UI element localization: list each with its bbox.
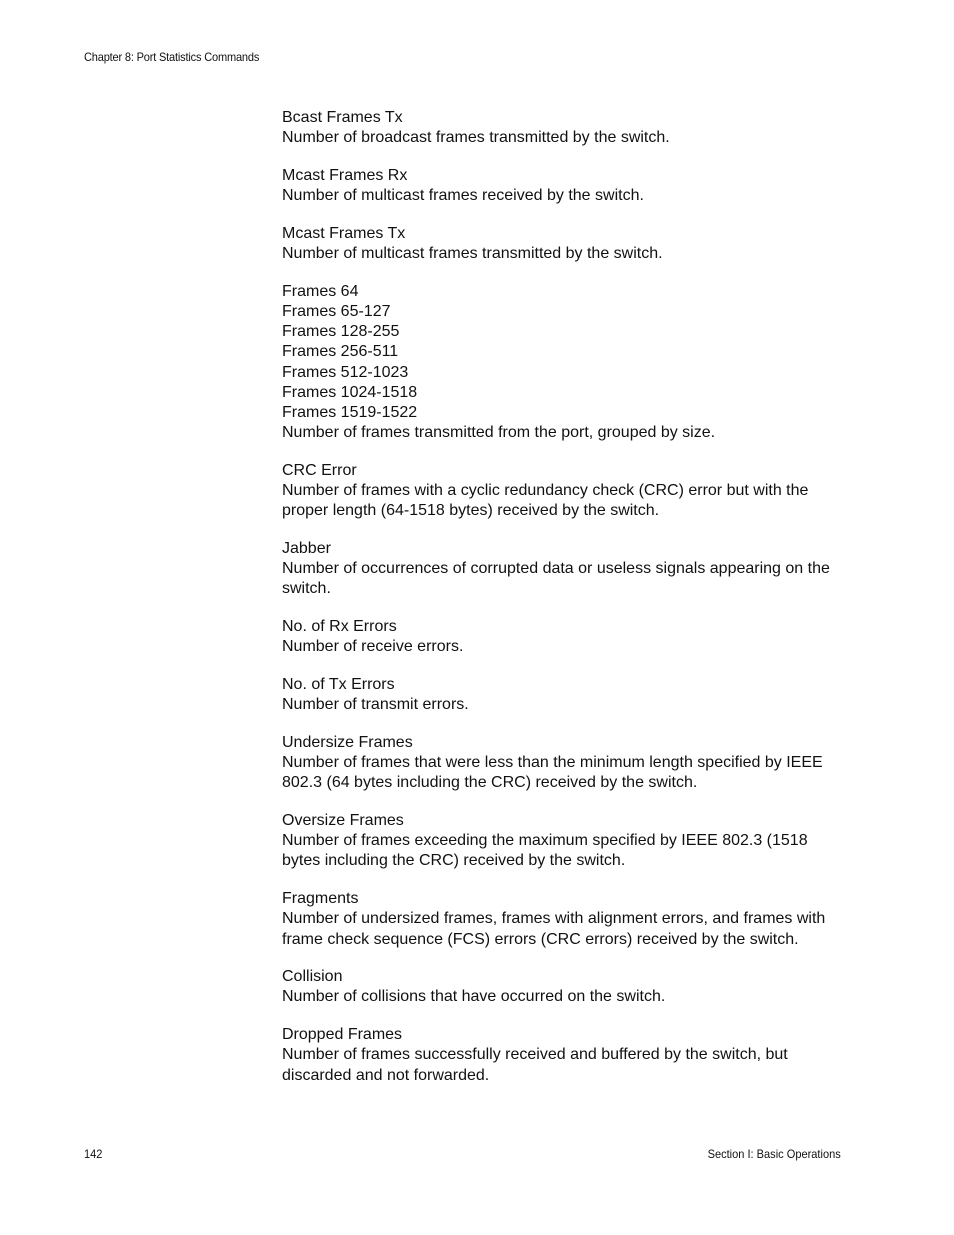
- term-description: Number of receive errors.: [282, 638, 464, 656]
- term-description: Number of frames successfully received and buffered by the switch, but discarded and not forwarded.: [282, 1046, 788, 1084]
- term-description: Number of undersized frames, frames with alignment errors, and frames with frame check sequence (FCS) errors (CRC errors) received by the switch.: [282, 910, 826, 948]
- term-label: Collision: [282, 968, 343, 986]
- term-description: Number of frames with a cyclic redundancy check (CRC) error but with the proper length (64-1518 bytes) received by the switch.: [282, 482, 809, 520]
- term-label: Frames 512-1023: [282, 363, 409, 381]
- definition-entry: [282, 282, 848, 444]
- definition-entry: [282, 166, 848, 206]
- term-description: Number of multicast frames received by the switch.: [282, 187, 644, 205]
- section-title: Section I: Basic Operations: [707, 1147, 841, 1161]
- term-label: Dropped Frames: [282, 1026, 403, 1044]
- definition-entry: [282, 967, 848, 1007]
- term-label: Frames 1024-1518: [282, 383, 418, 401]
- page-number: 142: [84, 1147, 103, 1161]
- definition-entry: [282, 108, 848, 148]
- definition-entry: [282, 733, 848, 794]
- term-label: Frames 64: [282, 282, 359, 300]
- term-label: No. of Tx Errors: [282, 675, 395, 693]
- term-description: Number of occurrences of corrupted data or useless signals appearing on the switch.: [282, 560, 830, 598]
- term-label: CRC Error: [282, 461, 357, 479]
- definition-entry: [282, 811, 848, 872]
- definition-list: [282, 108, 848, 1103]
- definition-entry: [282, 539, 848, 600]
- term-label: Frames 1519-1522: [282, 403, 418, 421]
- definition-entry: [282, 889, 848, 950]
- term-description: Number of transmit errors.: [282, 696, 469, 714]
- term-label: Frames 128-255: [282, 323, 400, 341]
- term-label: Bcast Frames Tx: [282, 109, 403, 126]
- term-label: Oversize Frames: [282, 811, 404, 829]
- term-label: No. of Rx Errors: [282, 618, 397, 636]
- term-description: Number of frames transmitted from the port, grouped by size.: [282, 424, 716, 442]
- term-label: Jabber: [282, 539, 331, 557]
- term-description: Number of frames that were less than the minimum length specified by IEEE 802.3 (64 bytes including the CRC) received by the switch.: [282, 754, 823, 792]
- term-description: Number of collisions that have occurred on the switch.: [282, 988, 666, 1006]
- term-description: Number of broadcast frames transmitted by the switch.: [282, 129, 670, 147]
- definition-entry: [282, 1025, 848, 1086]
- term-description: Number of multicast frames transmitted by the switch.: [282, 245, 663, 263]
- definition-entry: [282, 617, 848, 657]
- running-header: Chapter 8: Port Statistics Commands: [84, 50, 260, 64]
- term-label: Frames 256-511: [282, 343, 399, 361]
- term-label: Fragments: [282, 890, 359, 908]
- term-label: Undersize Frames: [282, 733, 413, 751]
- term-description: Number of frames exceeding the maximum specified by IEEE 802.3 (1518 bytes including the CRC) received by the switch.: [282, 832, 808, 870]
- term-label: Mcast Frames Rx: [282, 166, 408, 184]
- term-label: Frames 65-127: [282, 302, 391, 320]
- definition-entry: [282, 461, 848, 522]
- definition-entry: [282, 224, 848, 264]
- definition-entry: [282, 675, 848, 715]
- term-label: Mcast Frames Tx: [282, 224, 406, 242]
